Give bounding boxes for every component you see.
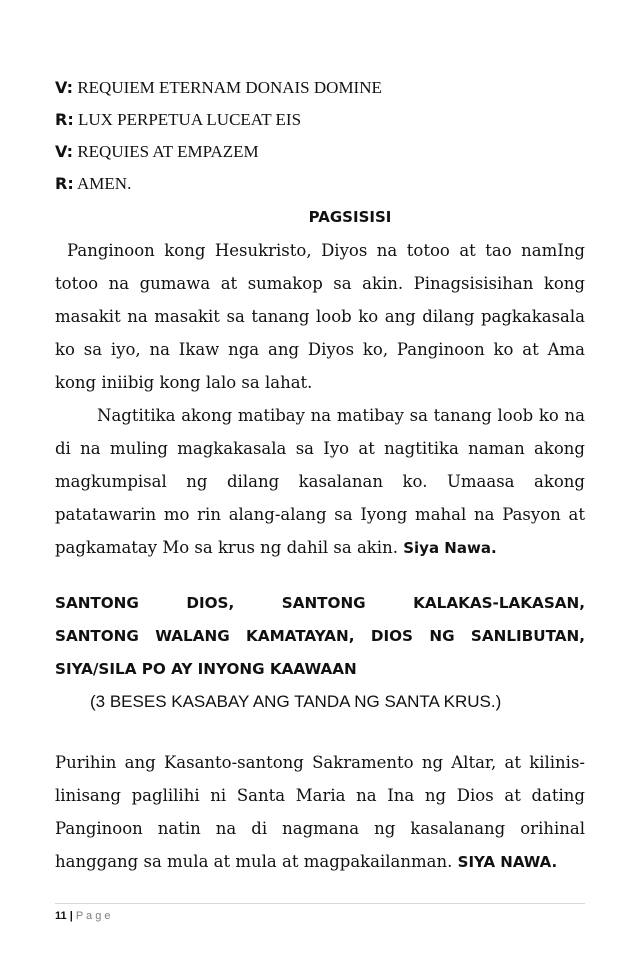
section-heading: PAGSISISI [308, 208, 392, 226]
contrition-paragraph-1: Panginoon kong Hesukristo, Diyos na totoo at tao namIng totoo na gumawa at sumakop sa akin. Pinagsisisihan kong masakit na masakit sa tanang loob ko ang dilang pagkakasala ko sa iyo, na Ikaw nga ang Diyos ko, Panginoon ko at Ama kong iniibig kong lalo sa lahat. [55, 241, 585, 392]
page-number: 11 [55, 910, 67, 922]
footer-divider [55, 903, 585, 904]
versicle-label: V: [55, 78, 74, 97]
trisagion-block [55, 587, 585, 686]
versicle-line [55, 136, 585, 168]
trisagion-line: SIYA/SILA PO AY INYONG KAAWAAN [55, 660, 357, 678]
versicle-line [55, 72, 585, 104]
closing-phrase: Siya Nawa. [403, 539, 497, 557]
trisagion-line: SANTONG DIOS, SANTONG KALAKAS-LAKASAN, [55, 594, 585, 612]
response-text: AMEN. [77, 174, 132, 193]
response-text: LUX PERPETUA LUCEAT EIS [77, 110, 302, 129]
page-label: P a g e [75, 910, 111, 922]
closing-phrase: SIYA NAWA. [457, 853, 558, 871]
praise-paragraph [55, 746, 585, 879]
page-footer [55, 910, 111, 922]
versicle-label: V: [55, 142, 74, 161]
response-label: R: [55, 110, 74, 129]
response-label: R: [55, 174, 74, 193]
trisagion-line: SANTONG WALANG KAMATAYAN, DIOS NG SANLIBUTAN, [55, 627, 585, 645]
document-page [55, 72, 585, 879]
contrition-paragraph-2 [55, 399, 585, 565]
versicle-text: REQUIES AT EMPAZEM [77, 142, 259, 161]
paragraph-text: Purihin ang Kasanto-santong Sakramento ng Altar, at kilinis-linisang paglilihi ni Santa Maria na Ina ng Dios at dating Panginoon natin na di nagmana ng kasalanang orihinal hanggang sa mula at mula at magpakailanman. [55, 753, 585, 871]
versicle-text: REQUIEM ETERNAM DONAIS DOMINE [77, 78, 382, 97]
trisagion-note: (3 BESES KASABAY ANG TANDA NG SANTA KRUS.) [90, 692, 502, 711]
response-line [55, 104, 585, 136]
footer-separator: | [69, 910, 73, 922]
response-line [55, 168, 585, 200]
paragraph-text: Nagtitika akong matibay na matibay sa tanang loob ko na di na muling magkakasala sa Iyo at nagtitika naman akong magkumpisal ng dilang kasalanan ko. Umaasa akong patatawarin mo rin alang-alang sa Iyong mahal na Pasyon at pagkamatay Mo sa krus ng dahil sa akin. [55, 406, 585, 557]
